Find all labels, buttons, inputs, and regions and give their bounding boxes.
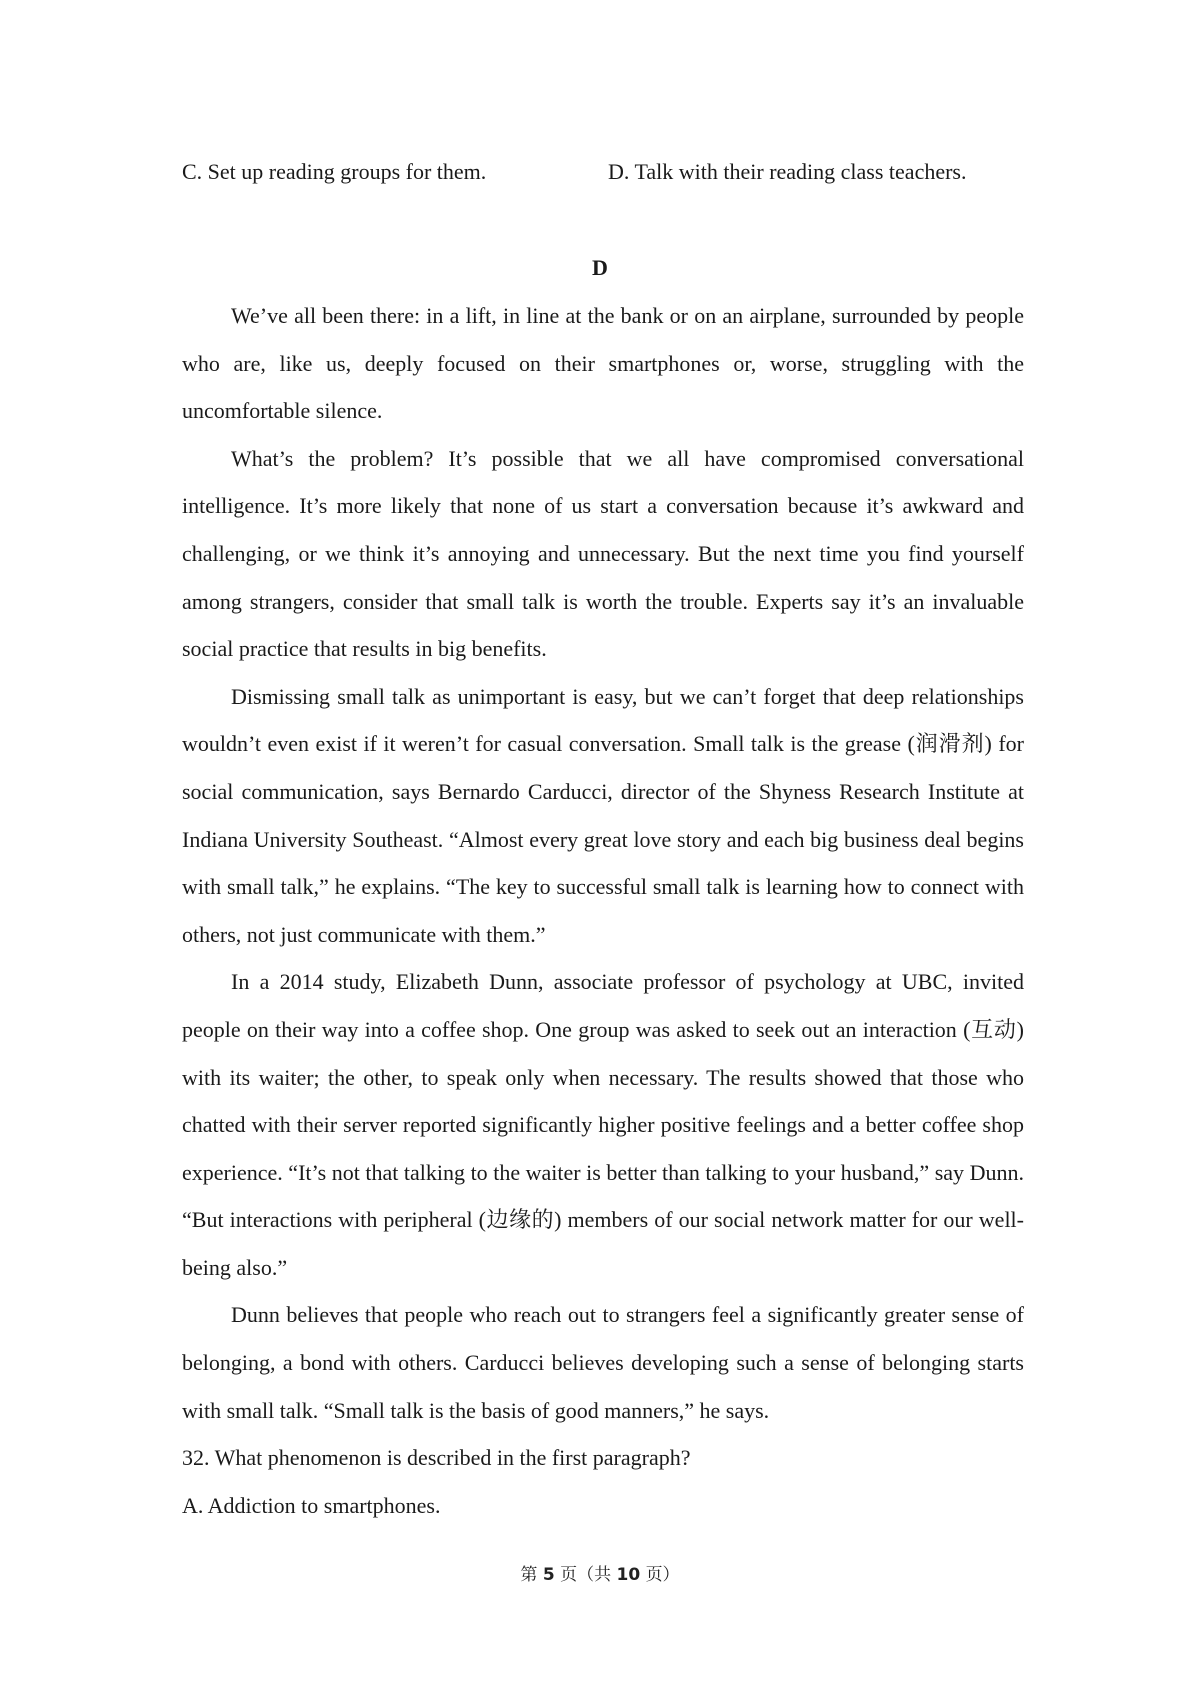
footer-middle: 页（共 (560, 1565, 612, 1585)
footer-page-number: 5 (542, 1565, 555, 1585)
footer-total-pages: 10 (616, 1565, 641, 1585)
page-footer (0, 1560, 1200, 1585)
paragraph-5: Dunn believes that people who reach out to strangers feel a significantly greater sense of belonging, a bond with others. Carducci believes developing such a sense of belonging starts with small talk. “Small talk is the basis of good manners,” he says. (182, 1302, 1024, 1423)
paragraph-2: What’s the problem? It’s possible that we all have compromised conversational intelligence. It’s more likely that none of us start a conversation because it’s awkward and challenging, or we think it’s annoying and unnecessary. But the next time you find yourself among strangers, consider that small talk is worth the trouble. Experts say it’s an invaluable social practice that results in big benefits. (182, 445, 1024, 662)
passage-body (182, 292, 1024, 1529)
paragraph-3: Dismissing small talk as unimportant is easy, but we can’t forget that deep relationships wouldn’t even exist if it weren’t for casual conversation. Small talk is the grease (润滑剂) for social communication, says Bernardo Carducci, director of the Shyness Research Institute at Indiana University Southeast. “Almost every great love story and each big business deal begins with small talk,” he explains. “The key to successful small talk is learning how to connect with others, not just communicate with them.” (182, 683, 1024, 947)
footer-suffix: 页） (645, 1565, 680, 1585)
question-option-a: A. Addiction to smartphones. (182, 1492, 441, 1518)
footer-prefix: 第 (520, 1565, 538, 1585)
paragraph-1: We’ve all been there: in a lift, in line at the bank or on an airplane, surrounded by people who are, like us, deeply focused on their smartphones or, worse, struggling with the uncomfortable silence. (182, 303, 1024, 424)
option-c: C. Set up reading groups for them. (182, 159, 487, 184)
question-stem: 32. What phenomenon is described in the first paragraph? (182, 1445, 691, 1471)
paragraph-4: In a 2014 study, Elizabeth Dunn, associate professor of psychology at UBC, invited people on their way into a coffee shop. One group was asked to seek out an interaction (互动) with its waiter; the other, to speak only when necessary. The results showed that those who chatted with their server reported significantly higher positive feelings and a better coffee shop experience. “It’s not that talking to the waiter is better than talking to your husband,” say Dunn. “But interactions with peripheral (边缘的) members of our social network matter for our well-being also.” (182, 969, 1024, 1280)
section-heading: D (592, 255, 608, 280)
option-d: D. Talk with their reading class teachers. (608, 159, 967, 184)
